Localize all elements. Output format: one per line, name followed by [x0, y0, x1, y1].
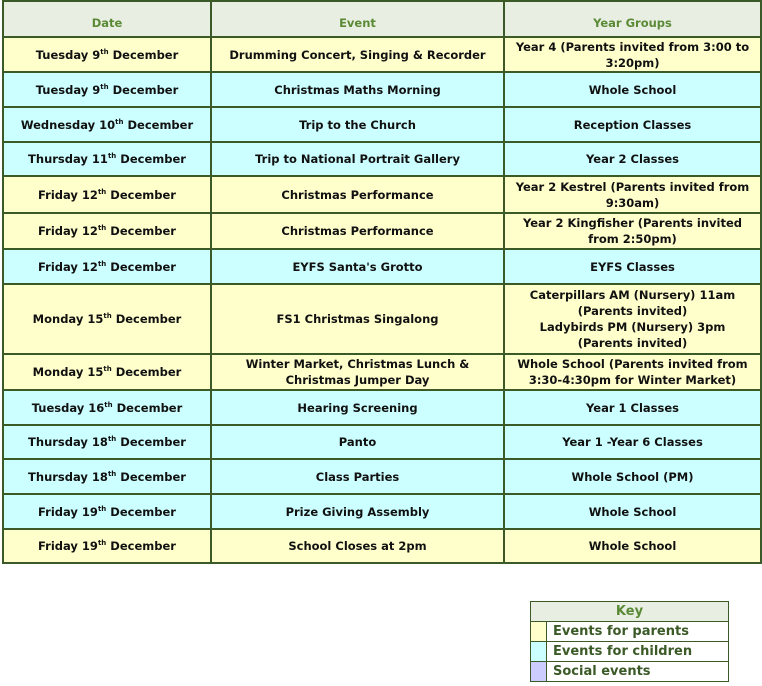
key-swatch — [531, 662, 547, 682]
year-groups-text: Caterpillars AM (Nursery) 11am (Parents invited) — [529, 288, 736, 318]
date-suffix: th — [97, 259, 107, 268]
date-day: Friday 12 — [38, 224, 98, 238]
header-date: Date — [3, 1, 211, 37]
year-groups-text: Year 2 Kestrel (Parents invited from 9:30am) — [515, 179, 750, 210]
row-event: Christmas Maths Morning — [211, 72, 504, 107]
date-day: Friday 19 — [38, 539, 98, 553]
key-label: Events for parents — [547, 622, 729, 642]
row-date — [3, 494, 211, 529]
date-month: December — [106, 504, 176, 519]
date-suffix: th — [107, 152, 117, 161]
date-day: Thursday 18 — [28, 469, 108, 484]
table-header-row — [3, 1, 761, 37]
row-event: Class Parties — [211, 459, 504, 494]
row-year-groups — [504, 107, 761, 142]
row-year-groups — [504, 213, 761, 249]
key-label: Events for children — [547, 642, 729, 662]
row-event: School Closes at 2pm — [211, 529, 504, 563]
row-year-groups — [504, 176, 761, 213]
date-month: December — [108, 82, 179, 97]
date-suffix: th — [97, 187, 107, 196]
row-date — [3, 142, 211, 176]
date-month: December — [106, 259, 176, 274]
table-row — [3, 249, 761, 284]
key-item — [531, 622, 729, 642]
table-row — [3, 354, 761, 390]
table-row — [3, 425, 761, 459]
row-date — [3, 107, 211, 142]
date-suffix: th — [97, 504, 107, 513]
date-suffix: th — [115, 117, 124, 126]
row-year-groups — [504, 37, 761, 72]
date-month: December — [112, 400, 183, 415]
row-year-groups — [504, 529, 761, 563]
row-date — [3, 459, 211, 494]
date-suffix: th — [97, 539, 107, 548]
header-event: Event — [211, 1, 504, 37]
date-suffix: th — [97, 224, 107, 233]
row-year-groups — [504, 249, 761, 284]
date-month: December — [106, 187, 176, 202]
date-suffix: th — [104, 400, 113, 409]
date-day: Tuesday 9 — [35, 82, 101, 97]
row-event: Hearing Screening — [211, 390, 504, 425]
date-suffix: th — [103, 365, 112, 374]
row-event: Panto — [211, 425, 504, 459]
date-month: December — [111, 312, 182, 326]
year-groups-text-2: Ladybirds PM (Nursery) 3pm (Parents invited) — [539, 320, 726, 350]
row-year-groups — [504, 494, 761, 529]
year-groups-text: Year 2 Classes — [586, 152, 679, 166]
events-table — [2, 0, 762, 564]
row-event: Winter Market, Christmas Lunch & Christmas Jumper Day — [211, 354, 504, 390]
year-groups-text: Reception Classes — [573, 117, 692, 132]
date-month: December — [116, 435, 186, 449]
date-month: December — [106, 224, 176, 238]
row-date — [3, 249, 211, 284]
table-row — [3, 142, 761, 176]
row-date — [3, 213, 211, 249]
table-row — [3, 494, 761, 529]
row-date — [3, 425, 211, 459]
key-swatch — [531, 642, 547, 662]
row-event: Christmas Performance — [211, 176, 504, 213]
date-day: Thursday 18 — [28, 435, 108, 449]
table-row — [3, 72, 761, 107]
key-legend — [530, 601, 729, 682]
date-day: Friday 19 — [38, 504, 98, 519]
date-day: Wednesday 10 — [20, 117, 116, 132]
row-date — [3, 176, 211, 213]
key-title: Key — [531, 602, 729, 622]
table-row — [3, 107, 761, 142]
key-swatch — [531, 622, 547, 642]
row-year-groups — [504, 425, 761, 459]
year-groups-text: Year 1 -Year 6 Classes — [562, 435, 703, 449]
date-day: Thursday 11 — [28, 152, 108, 166]
date-suffix: th — [103, 312, 112, 321]
date-day: Tuesday 9 — [35, 47, 101, 62]
date-day: Monday 15 — [32, 365, 104, 379]
year-groups-text: Year 4 (Parents invited from 3:00 to 3:20pm) — [515, 39, 750, 70]
table-row — [3, 284, 761, 354]
row-year-groups — [504, 354, 761, 390]
row-date — [3, 284, 211, 354]
row-date — [3, 529, 211, 563]
year-groups-text: Whole School (PM) — [571, 469, 694, 484]
year-groups-text: EYFS Classes — [590, 259, 675, 274]
date-month: December — [111, 365, 182, 379]
row-year-groups — [504, 284, 761, 354]
date-day: Monday 15 — [32, 312, 104, 326]
date-month: December — [123, 117, 194, 132]
date-suffix: th — [107, 469, 117, 478]
table-row — [3, 390, 761, 425]
row-date — [3, 390, 211, 425]
header-year-groups: Year Groups — [504, 1, 761, 37]
row-date — [3, 37, 211, 72]
row-event: Prize Giving Assembly — [211, 494, 504, 529]
row-event: Trip to the Church — [211, 107, 504, 142]
row-date — [3, 72, 211, 107]
table-row — [3, 213, 761, 249]
row-event: Drumming Concert, Singing & Recorder — [211, 37, 504, 72]
date-month: December — [106, 539, 176, 553]
date-day: Tuesday 16 — [31, 400, 105, 415]
row-event: Trip to National Portrait Gallery — [211, 142, 504, 176]
table-row — [3, 176, 761, 213]
row-year-groups — [504, 459, 761, 494]
date-month: December — [108, 47, 179, 62]
key-item — [531, 662, 729, 682]
table-row — [3, 37, 761, 72]
table-row — [3, 529, 761, 563]
year-groups-text: Whole School (Parents invited from 3:30-4:30pm for Winter Market) — [517, 357, 748, 387]
date-suffix: th — [100, 47, 109, 56]
date-month: December — [116, 152, 186, 166]
row-event: Christmas Performance — [211, 213, 504, 249]
year-groups-text: Whole School — [588, 82, 677, 97]
table-row — [3, 459, 761, 494]
key-label: Social events — [547, 662, 729, 682]
key-item — [531, 642, 729, 662]
row-event: EYFS Santa's Grotto — [211, 249, 504, 284]
row-event: FS1 Christmas Singalong — [211, 284, 504, 354]
row-year-groups — [504, 72, 761, 107]
date-day: Friday 12 — [38, 259, 98, 274]
year-groups-text: Year 2 Kingfisher (Parents invited from 2:50pm) — [522, 216, 743, 246]
year-groups-text: Year 1 Classes — [586, 400, 679, 415]
date-day: Friday 12 — [38, 187, 98, 202]
year-groups-text: Whole School — [588, 504, 677, 519]
row-year-groups — [504, 142, 761, 176]
row-year-groups — [504, 390, 761, 425]
date-month: December — [116, 469, 186, 484]
date-suffix: th — [107, 435, 117, 444]
date-suffix: th — [100, 82, 109, 91]
row-date — [3, 354, 211, 390]
year-groups-text: Whole School — [588, 539, 677, 553]
